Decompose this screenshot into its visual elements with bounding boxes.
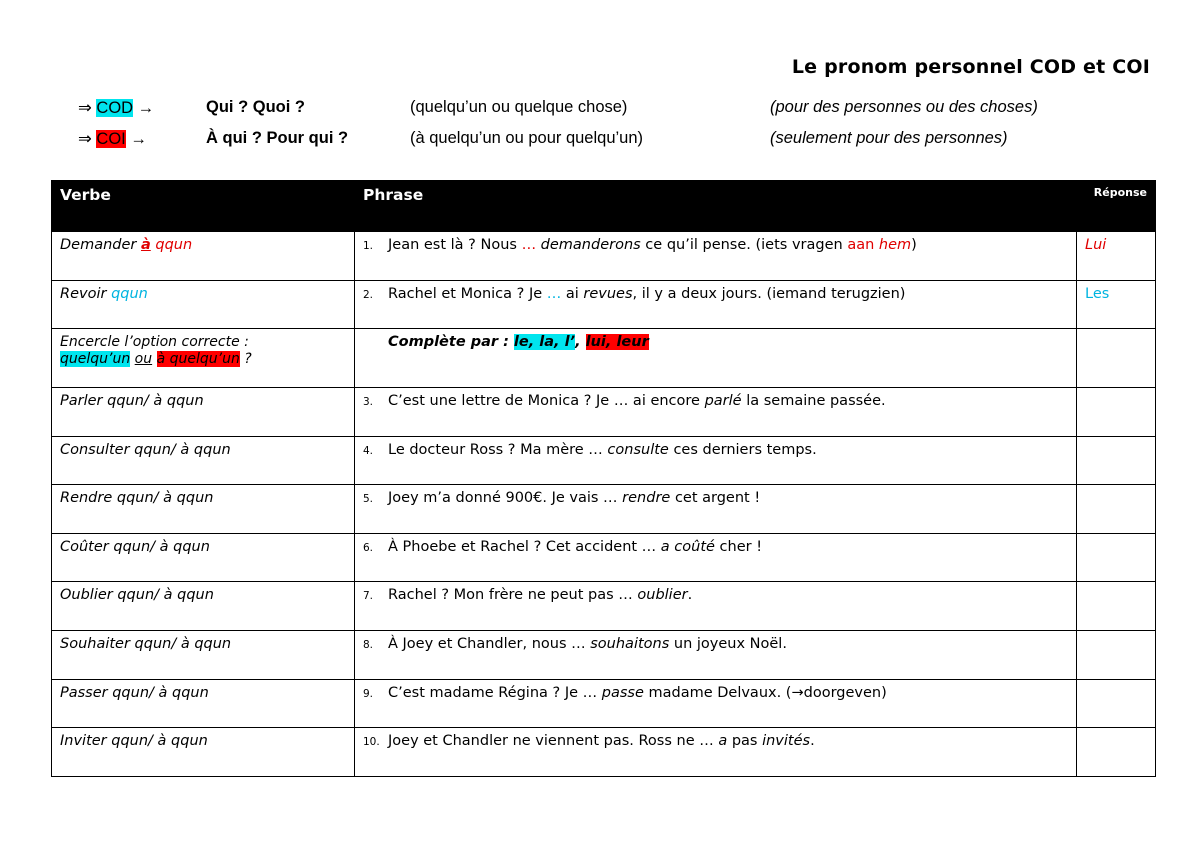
answer-cell <box>1077 329 1156 388</box>
verb-object: qqun <box>150 237 193 253</box>
phrase-text: cet argent ! <box>670 490 761 507</box>
verb-cell: Parler qqun/ à qqun <box>52 387 355 436</box>
legend-cod-note: (pour des personnes ou des choses) <box>770 98 1038 116</box>
phrase-text: Le docteur Ross ? Ma mère … <box>388 441 608 458</box>
phrase-cell <box>355 280 1077 329</box>
table-row <box>52 679 1156 728</box>
phrase-text: cher ! <box>714 538 763 555</box>
phrase-text: . <box>687 587 693 604</box>
phrase-gap: … <box>521 237 537 253</box>
phrase-cell <box>355 387 1077 436</box>
table-row <box>52 728 1156 777</box>
verb-object: qqun <box>111 285 148 302</box>
answer-cell: Les <box>1077 280 1156 329</box>
phrase-text: Joey m’a donné 900€. Je vais … <box>388 490 623 507</box>
options-comma: , <box>575 334 586 351</box>
answer-cell[interactable] <box>1077 485 1156 534</box>
header-answer: Réponse <box>1077 181 1156 232</box>
header-verb: Verbe <box>52 181 355 232</box>
instruction-cell <box>52 329 355 388</box>
option-quelquun[interactable]: quelqu’un <box>60 351 131 368</box>
phrase-text: ces derniers temps. <box>668 441 817 458</box>
answer-cell: Lui <box>1077 232 1156 281</box>
phrase-number: 10. <box>363 736 380 749</box>
arrow-icon: ⇒ <box>78 130 97 148</box>
phrase-text: C’est une lettre de Monica ? Je … ai encore <box>388 392 705 409</box>
instruction-row <box>52 329 1156 388</box>
phrase-verb: a coûté <box>660 538 715 555</box>
verb-cell: Souhaiter qqun/ à qqun <box>52 631 355 680</box>
legend-coi-desc: (à quelqu’un ou pour quelqu’un) <box>410 129 644 147</box>
phrase-text: ) <box>911 237 917 253</box>
table-row <box>52 387 1156 436</box>
phrase-text: À Phoebe et Rachel ? Cet accident … <box>388 538 661 555</box>
verb-cell: Consulter qqun/ à qqun <box>52 436 355 485</box>
phrase-cell <box>355 728 1077 777</box>
phrase-verb: invités <box>762 733 811 750</box>
phrase-text: . <box>810 733 815 750</box>
phrase-verb: a <box>718 733 728 750</box>
verb-preposition: à <box>140 237 151 253</box>
answer-cell[interactable] <box>1077 631 1156 680</box>
answer-cell[interactable] <box>1077 728 1156 777</box>
phrase-text: Jean est là ? Nous <box>388 237 522 253</box>
phrase-cell <box>355 485 1077 534</box>
phrase-number: 1. <box>363 240 374 252</box>
legend-cod-tag <box>78 98 154 118</box>
phrase-number: 8. <box>363 639 374 652</box>
verb-cell: Rendre qqun/ à qqun <box>52 485 355 534</box>
verb-cell <box>52 280 355 329</box>
complete-cell <box>355 329 1077 388</box>
phrase-cell <box>355 582 1077 631</box>
legend-coi-note: (seulement pour des personnes) <box>770 129 1008 147</box>
phrase-text: C’est madame Régina ? Je … <box>388 684 602 701</box>
phrase-verb: revues <box>583 285 633 302</box>
cod-options: le, la, l’ <box>513 334 576 351</box>
phrase-verb: rendre <box>622 490 671 507</box>
phrase-number: 2. <box>363 288 374 301</box>
phrase-text: la semaine passée. <box>741 392 886 409</box>
phrase-cell <box>355 679 1077 728</box>
phrase-verb: souhaitons <box>590 636 670 653</box>
table-row <box>52 436 1156 485</box>
arrow-icon: ⇒ <box>78 99 97 117</box>
legend-coi-tag <box>78 129 147 149</box>
option-separator: ou <box>134 351 153 368</box>
answer-cell[interactable] <box>1077 533 1156 582</box>
phrase-verb: parlé <box>704 392 742 409</box>
instruction-options <box>60 351 346 368</box>
table-row <box>52 232 1156 281</box>
verb-cell: Inviter qqun/ à qqun <box>52 728 355 777</box>
phrase-text: Joey et Chandler ne viennent pas. Ross ne … <box>388 733 719 750</box>
table-row <box>52 631 1156 680</box>
phrase-verb: oublier <box>637 587 688 604</box>
phrase-text: ai <box>561 285 584 302</box>
legend-coi-row <box>78 129 1138 153</box>
phrase-text: , il y a deux jours. (iemand terugzien) <box>632 285 906 302</box>
verb-cell <box>52 232 355 281</box>
table-row <box>52 485 1156 534</box>
phrase-cell <box>355 533 1077 582</box>
legend-cod-question: Qui ? Quoi ? <box>206 98 305 116</box>
phrase-text: ce qu’il pense. (iets vragen <box>640 237 848 253</box>
verb-text: Revoir <box>60 285 112 302</box>
verb-text: Demander <box>60 237 141 253</box>
legend-coi-question: À qui ? Pour qui ? <box>206 129 349 147</box>
phrase-text: Rachel et Monica ? Je <box>388 285 547 302</box>
answer-cell[interactable] <box>1077 387 1156 436</box>
phrase-number: 3. <box>363 395 374 408</box>
coi-options: lui, leur <box>585 334 649 351</box>
table-header-row <box>52 181 1156 232</box>
coi-label: COI <box>96 130 126 148</box>
header-phrase: Phrase <box>355 181 1077 232</box>
table-row <box>52 533 1156 582</box>
legend-cod-row <box>78 98 1138 122</box>
phrase-translation-red: aan <box>847 237 875 253</box>
table-row <box>52 582 1156 631</box>
phrase-translation-red: hem <box>878 237 912 253</box>
phrase-cell <box>355 232 1077 281</box>
phrase-verb: passe <box>601 684 644 701</box>
phrase-number: 9. <box>363 687 374 700</box>
table-row <box>52 280 1156 329</box>
phrase-number: 5. <box>363 493 374 506</box>
cod-label: COD <box>96 99 134 117</box>
answer-cell[interactable] <box>1077 679 1156 728</box>
verb-cell: Coûter qqun/ à qqun <box>52 533 355 582</box>
phrase-number: 7. <box>363 590 374 603</box>
phrase-cell <box>355 631 1077 680</box>
phrase-verb: demanderons <box>540 237 641 253</box>
phrase-verb: consulte <box>607 441 669 458</box>
complete-label: Complète par : <box>388 334 514 351</box>
instruction-text: Encercle l’option correcte : <box>60 334 249 351</box>
phrase-text: madame Delvaux. (→doorgeven) <box>643 684 887 701</box>
verb-cell: Oublier qqun/ à qqun <box>52 582 355 631</box>
legend-cod-desc: (quelqu’un ou quelque chose) <box>410 98 628 116</box>
answer-cell[interactable] <box>1077 436 1156 485</box>
phrase-text: À Joey et Chandler, nous … <box>388 636 591 653</box>
option-a-quelquun[interactable]: à quelqu’un <box>156 351 240 368</box>
phrase-number: 4. <box>363 444 374 457</box>
verb-cell: Passer qqun/ à qqun <box>52 679 355 728</box>
phrase-text: pas <box>727 733 763 750</box>
phrase-cell <box>355 436 1077 485</box>
phrase-number: 6. <box>363 541 374 554</box>
answer-cell[interactable] <box>1077 582 1156 631</box>
exercise-table <box>51 180 1156 777</box>
arrow-right-icon: → <box>133 99 155 117</box>
phrase-text: Rachel ? Mon frère ne peut pas … <box>388 587 638 604</box>
arrow-right-icon: → <box>125 130 147 148</box>
phrase-text: un joyeux Noël. <box>669 636 787 653</box>
page-title: Le pronom personnel COD et COI <box>791 56 1150 78</box>
phrase-gap: … <box>546 285 562 302</box>
instruction-question-mark: ? <box>239 351 252 368</box>
